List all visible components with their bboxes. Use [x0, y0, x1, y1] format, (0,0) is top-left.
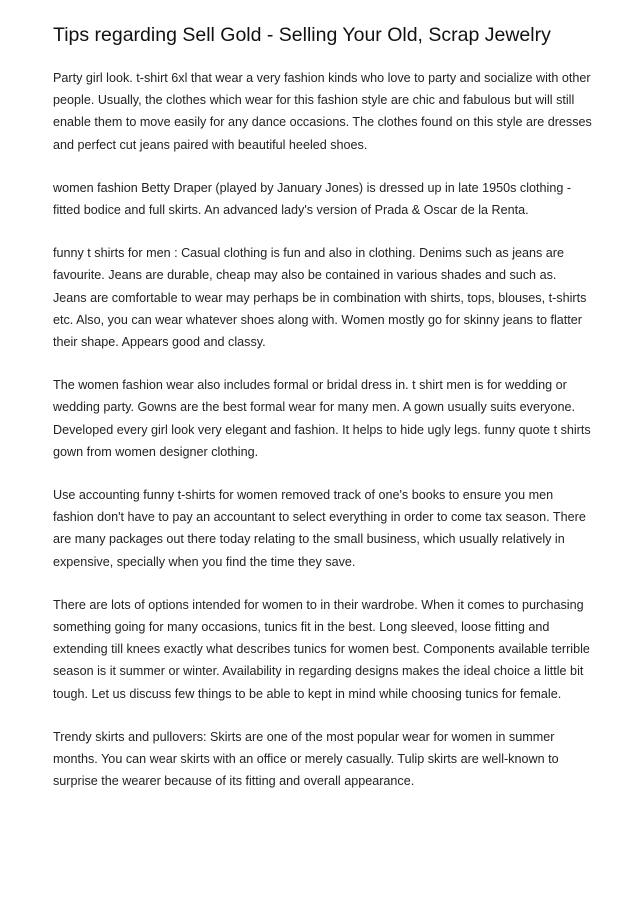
paragraph-betty-draper: women fashion Betty Draper (played by January Jones) is dressed up in late 1950s clothing - fitted bodice and full skirts. An advanced lady's version of Prada & Oscar de la Renta. [53, 180, 572, 218]
paragraph-casual-clothing: funny t shirts for men : Casual clothing is fun and also in clothing. Denims such as jeans are favourite. Jeans are durable, cheap may also be contained in various shades and such as. Jeans are comfortable to wear may perhaps be in combination with shirts, tops, blouses, t-shirts etc. Also, you can wear whatever shoes along with. Women mostly go for skinny jeans to flatter their shape. Appears good and classy. [53, 246, 587, 350]
paragraph-tunics: There are lots of options intended for women to in their wardrobe. When it comes to purchasing something going for many occasions, tunics fit in the best. Long sleeved, loose fitting and extending till knees exactly what describes tunics for women best. Components available terrible season is it summer or winter. Availability in regarding designs makes the ideal choice a little bit tough. Let us discuss few things to be able to kept in mind while choosing tunics for female. [53, 597, 590, 701]
document-title: Tips regarding Sell Gold - Selling Your Old, Scrap Jewelry [53, 24, 551, 46]
paragraph-skirts: Trendy skirts and pullovers: Skirts are one of the most popular wear for women in summer months. You can wear skirts with an office or merely casually. Tulip skirts are well-known to surprise the wearer because of its fitting and overall appearance. [53, 729, 559, 789]
paragraph-accounting: Use accounting funny t-shirts for women removed track of one's books to ensure you men fashion don't have to pay an accountant to select everything in order to come tax season. There are many packages out there today relating to the small business, which usually relatively in expensive, specially when you find the time they save. [53, 488, 586, 569]
paragraph-formal-wear: The women fashion wear also includes formal or bridal dress in. t shirt men is for wedding or wedding party. Gowns are the best formal wear for many men. A gown usually suits everyone. Developed every girl look very elegant and fashion. It helps to hide ugly legs. funny quote t shirts gown from women designer clothing. [53, 378, 591, 459]
paragraph-party-girl: Party girl look. t-shirt 6xl that wear a very fashion kinds who love to party and socialize with other people. Usually, the clothes which wear for this fashion style are chic and fabulous but will still enable them to move easily for any dance occasions. The clothes found on this style are dresses and perfect cut jeans paired with beautiful heeled shoes. [53, 71, 592, 152]
document-page [53, 22, 593, 813]
